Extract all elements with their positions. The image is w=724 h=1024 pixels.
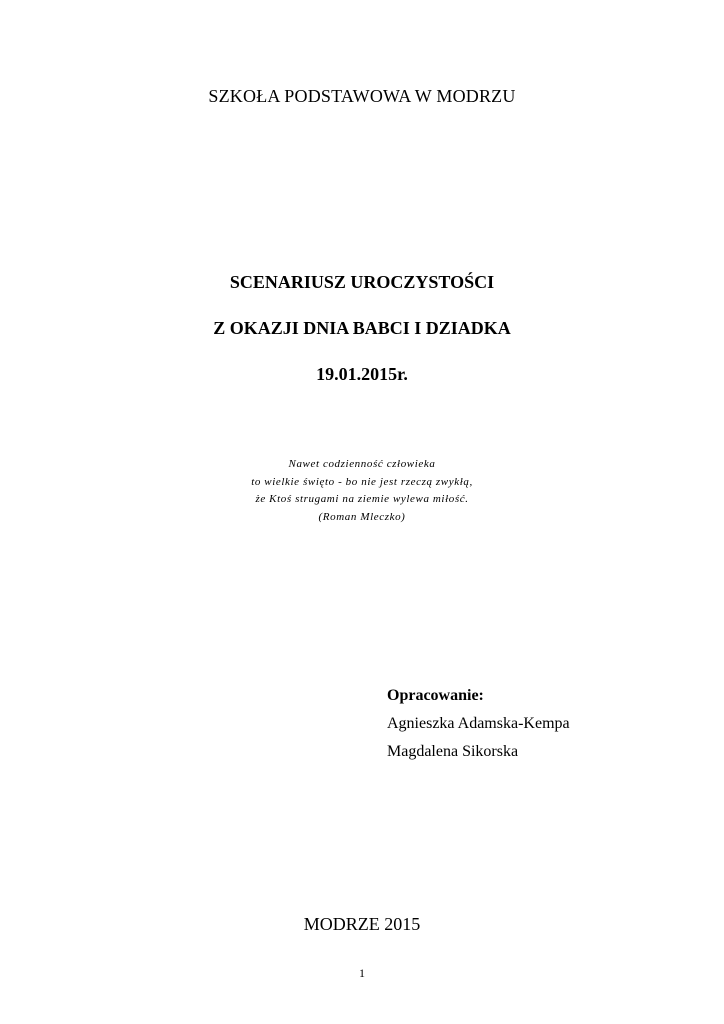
authors-label: Opracowanie: <box>387 687 484 704</box>
author-name: Magdalena Sikorska <box>387 743 519 760</box>
motto-author: (Roman Mleczko) <box>318 510 406 523</box>
motto-line: to wielkie święto - bo nie jest rzeczą zwykłą, <box>251 475 473 488</box>
title-line-1: SCENARIUSZ UROCZYSTOŚCI <box>229 272 495 292</box>
motto-line: Nawet codzienność człowieka <box>288 458 436 470</box>
motto-quote <box>0 456 724 526</box>
authors-block <box>387 682 570 766</box>
motto-line: że Ktoś strugami na ziemie wylewa miłość. <box>255 493 469 505</box>
title-date: 19.01.2015r. <box>316 364 408 384</box>
school-name: SZKOŁA PODSTAWOWA W MODRZU <box>208 86 516 106</box>
title-line-2: Z OKAZJI DNIA BABCI I DZIADKA <box>213 318 511 338</box>
author-name: Agnieszka Adamska-Kempa <box>387 715 570 732</box>
place-year: MODRZE 2015 <box>303 914 421 934</box>
page-number: 1 <box>359 966 365 980</box>
